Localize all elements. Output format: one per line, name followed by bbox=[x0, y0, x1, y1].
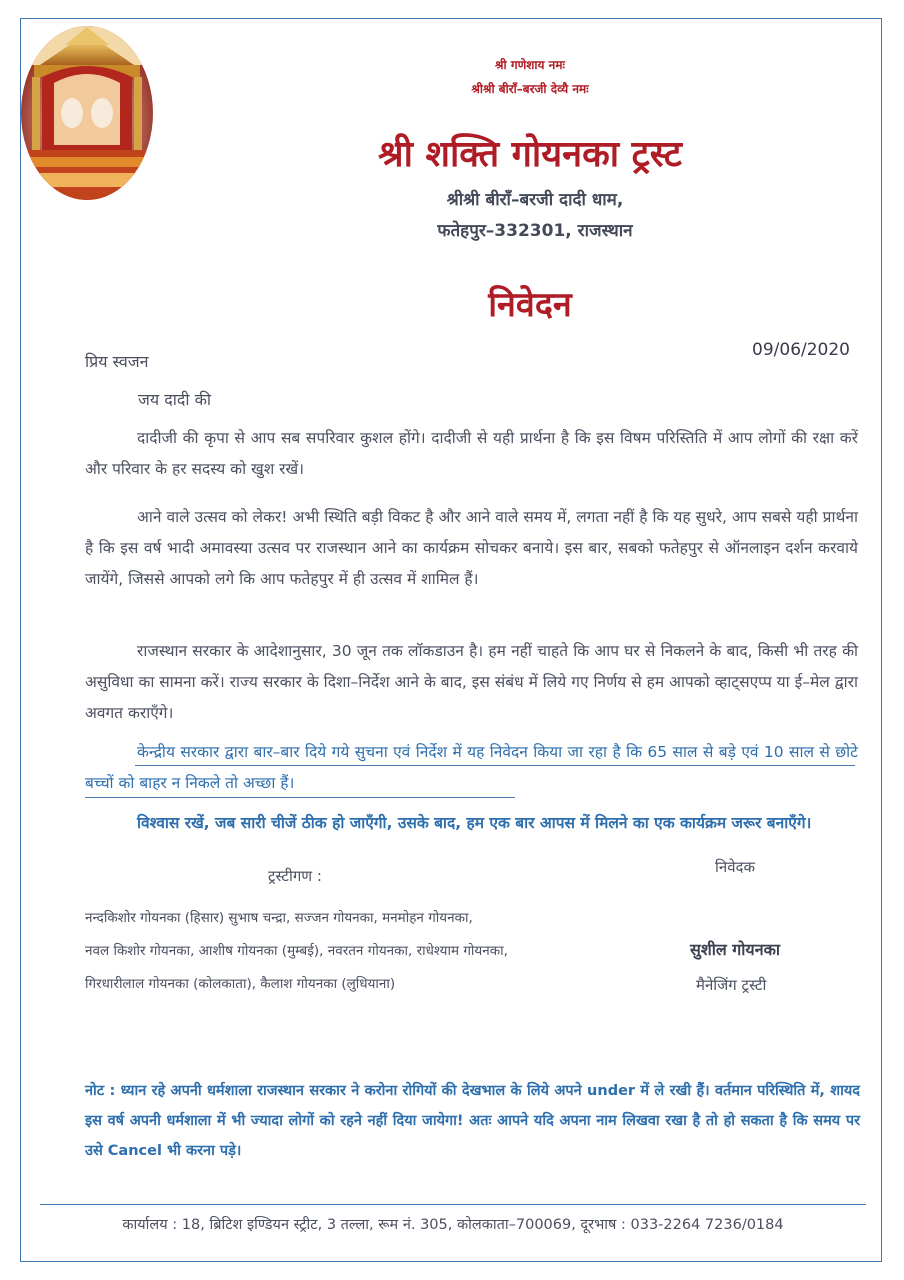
paragraph-advisory: केन्द्रीय सरकार द्वारा बार–बार दिये गये सुचना एवं निर्देश में यह निवेदन किया जा रहा है कि 65 साल से बड़े एवं 10 साल से छोटे बच्चों को बाहर न निकले तो अच्छा हैं। bbox=[85, 743, 858, 792]
greeting: जय दादी की bbox=[138, 390, 212, 409]
document-date: 09/06/2020 bbox=[752, 340, 850, 360]
office-address-footer: कार्यालय : 18, ब्रिटिश इण्डियन स्ट्रीट, 3 तल्ला, रूम नं. 305, कोलकाता–700069, दूरभाष : 033-2264 7236/0184 bbox=[122, 1217, 784, 1233]
paragraph-assurance: विश्वास रखें, जब सारी चीजें ठीक हो जाएँगी, उसके बाद, हम एक बार आपस में मिलने का एक कार्यक्रम जरूर बनाएँगे। bbox=[137, 814, 812, 832]
trustees-line: गिरधारीलाल गोयनका (कोलकाता), कैलाश गोयनका (लुधियाना) bbox=[85, 976, 396, 992]
advisory-underline bbox=[135, 765, 855, 766]
paragraph-festival: आने वाले उत्सव को लेकर! अभी स्थिति बड़ी विकट है और आने वाले समय में, लगता नहीं है कि यह सुधरे, आप सबसे यही प्रार्थना है कि इस वर्ष भादी अमावस्या उत्सव पर राजस्थान आने का कार्यक्रम सोचकर बनाये। इस बार, सबको फतेहपुर से ऑनलाइन दर्शन करवाये जायेंगे, जिससे आपको लगे कि आप फतेहपुर में ही उत्सव में शामिल हैं। bbox=[85, 508, 858, 588]
salutation: प्रिय स्वजन bbox=[85, 352, 149, 371]
address-line-2: फतेहपुर–332301, राजस्थान bbox=[437, 221, 633, 241]
address-line-1: श्रीश्री बीराँ–बरजी दादी धाम, bbox=[446, 190, 624, 210]
advisory-underline bbox=[85, 797, 515, 798]
petitioner-label: निवेदक bbox=[715, 858, 756, 876]
invocation-ganesh: श्री गणेशाय नमः bbox=[495, 58, 565, 72]
document-title: निवेदन bbox=[488, 285, 572, 325]
invocation-dadi: श्रीश्री बीराँ–बरजी देव्यै नमः bbox=[471, 82, 589, 96]
signer-role: मैनेजिंग ट्रस्टी bbox=[696, 976, 767, 994]
paragraph-lockdown: राजस्थान सरकार के आदेशानुसार, 30 जून तक लॉकडाउन है। हम नहीं चाहते कि आप घर से निकलने के बाद, किसी भी तरह की असुविधा का सामना करें। राज्य सरकार के दिशा–निर्देश आने के बाद, इस संबंध में लिये गए निर्णय से हम आपको व्हाट्सएप्प या ई–मेल द्वारा अवगत कराएँगे। bbox=[85, 642, 858, 722]
trustees-line: नन्दकिशोर गोयनका (हिसार) सुभाष चन्द्रा, सज्जन गोयनका, मनमोहन गोयनका, bbox=[85, 910, 473, 926]
temple-image bbox=[20, 25, 154, 201]
signer-name: सुशील गोयनका bbox=[690, 940, 781, 959]
trustees-line: नवल किशोर गोयनका, आशीष गोयनका (मुम्बई), नवरतन गोयनका, राधेश्याम गोयनका, bbox=[85, 943, 508, 959]
trust-name: श्री शक्ति गोयनका ट्रस्ट bbox=[378, 134, 682, 175]
footer-divider bbox=[40, 1204, 866, 1205]
trustees-label: ट्रस्टीगण : bbox=[268, 867, 322, 885]
paragraph-blessing: दादीजी की कृपा से आप सब सपरिवार कुशल होंगे। दादीजी से यही प्रार्थना है कि इस विषम परिस्तिति में आप लोगों की रक्षा करें और परिवार के हर सदस्य को खुश रखें। bbox=[85, 429, 858, 478]
note: नोट : ध्यान रहे अपनी धर्मशाला राजस्थान सरकार ने करोना रोगियों की देखभाल के लिये अपने under में ले रखी हैं। वर्तमान परिस्थिति में, शायद इस वर्ष अपनी धर्मशाला में भी ज्यादा लोगों को रहने नहीं दिया जायेगा! अतः आपने यदि अपना नाम लिखवा रखा है तो हो सकता है कि समय पर उसे Cancel भी करना पड़े। bbox=[85, 1083, 860, 1159]
